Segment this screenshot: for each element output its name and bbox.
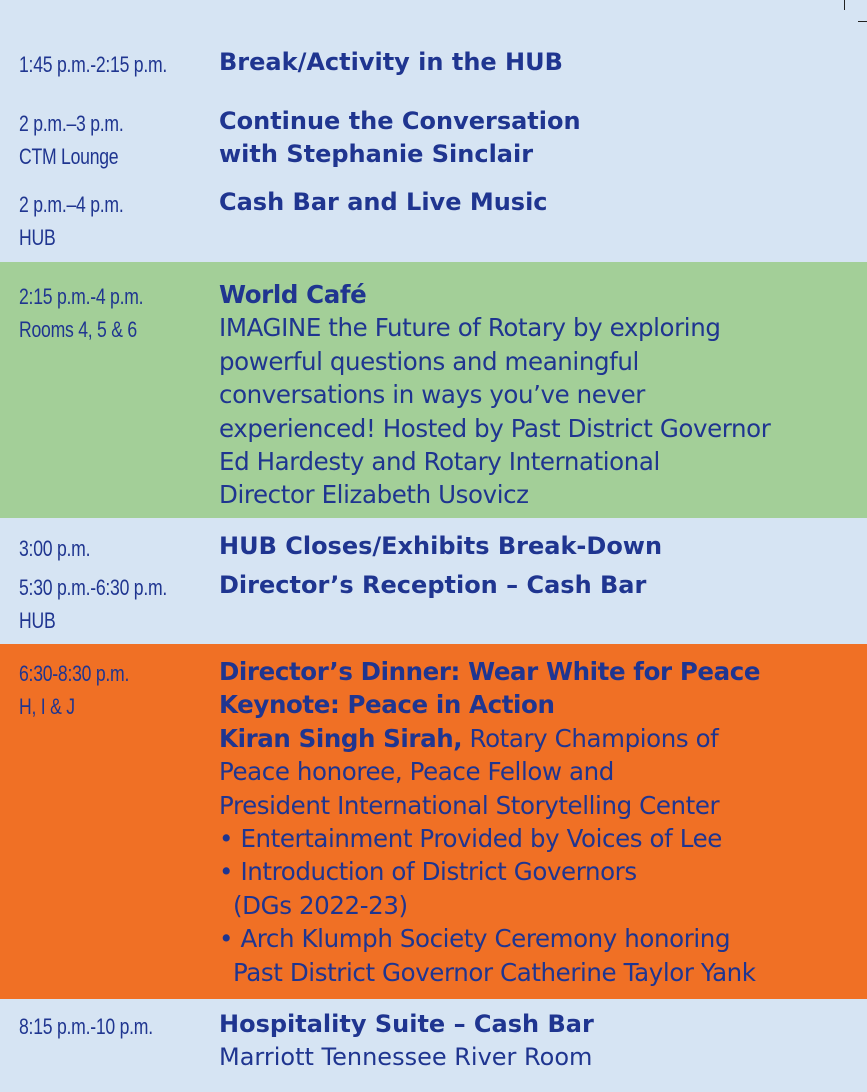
crop-mark bbox=[844, 0, 845, 10]
event-title: Keynote: Peace in Action bbox=[219, 690, 555, 720]
event-location-line: Marriott Tennessee River Room bbox=[219, 1043, 593, 1072]
schedule-entry bbox=[219, 46, 859, 79]
event-title: Director’s Reception – Cash Bar bbox=[219, 571, 647, 599]
event-title: Continue the Conversation bbox=[219, 107, 581, 135]
schedule-entry bbox=[219, 530, 859, 563]
event-description-line: Ed Hardesty and Rotary International bbox=[219, 447, 660, 477]
event-description-line: President International Storytelling Center bbox=[219, 790, 720, 820]
event-location: HUB bbox=[19, 225, 56, 250]
schedule-entry bbox=[219, 569, 859, 602]
schedule-entry bbox=[219, 186, 859, 219]
schedule-time: 8:15 p.m.-10 p.m. bbox=[19, 1014, 153, 1039]
event-description-line: powerful questions and meaningful bbox=[219, 346, 639, 376]
schedule-time: 2 p.m.–4 p.m. bbox=[19, 192, 124, 217]
schedule-time-block bbox=[19, 188, 123, 254]
schedule-entry bbox=[219, 1008, 859, 1075]
schedule-entry bbox=[219, 655, 859, 989]
schedule-time-block bbox=[19, 571, 167, 637]
schedule-time: 3:00 p.m. bbox=[19, 536, 91, 561]
speaker-line bbox=[219, 722, 859, 755]
speaker-honor: Rotary Champions of bbox=[462, 723, 719, 753]
event-description-line: experienced! Hosted by Past District Governor bbox=[219, 413, 771, 443]
schedule-time: 2 p.m.–3 p.m. bbox=[19, 111, 124, 136]
event-title: World Café bbox=[219, 280, 367, 309]
event-title: HUB Closes/Exhibits Break-Down bbox=[219, 532, 663, 560]
schedule-time-block bbox=[19, 107, 123, 173]
schedule-entry bbox=[219, 278, 859, 512]
schedule-time-block bbox=[19, 280, 143, 346]
event-bullet-continued: (DGs 2022-23) bbox=[233, 890, 408, 920]
schedule-time: 5:30 p.m.-6:30 p.m. bbox=[19, 575, 168, 600]
event-location: Rooms 4, 5 & 6 bbox=[19, 317, 137, 342]
event-title: Director’s Dinner: Wear White for Peace bbox=[219, 657, 761, 686]
event-title: Break/Activity in the HUB bbox=[219, 48, 563, 76]
schedule-time-block bbox=[19, 657, 129, 723]
event-title: Cash Bar and Live Music bbox=[219, 188, 548, 216]
crop-mark bbox=[858, 21, 867, 22]
schedule-entry bbox=[219, 105, 859, 172]
schedule-time: 1:45 p.m.-2:15 p.m. bbox=[19, 52, 168, 77]
event-title: Hospitality Suite – Cash Bar bbox=[219, 1010, 594, 1038]
event-description-line: IMAGINE the Future of Rotary by exploring bbox=[219, 313, 721, 343]
event-title: with Stephanie Sinclair bbox=[219, 140, 534, 169]
event-bullet: • Arch Klumph Society Ceremony honoring bbox=[219, 924, 731, 954]
event-bullet: • Entertainment Provided by Voices of Lee bbox=[219, 824, 722, 854]
event-bullet-continued: Past District Governor Catherine Taylor Yank bbox=[233, 957, 756, 987]
speaker-name: Kiran Singh Sirah, bbox=[219, 723, 463, 753]
event-location: HUB bbox=[19, 608, 56, 633]
schedule-time: 2:15 p.m.-4 p.m. bbox=[19, 284, 144, 309]
schedule-time: 6:30-8:30 p.m. bbox=[19, 661, 130, 686]
event-description-line: Director Elizabeth Usovicz bbox=[219, 480, 529, 510]
event-description-line: Peace honoree, Peace Fellow and bbox=[219, 757, 614, 787]
event-location: H, I & J bbox=[19, 694, 75, 719]
event-location: CTM Lounge bbox=[19, 144, 119, 169]
event-description-line: conversations in ways you’ve never bbox=[219, 380, 645, 410]
event-bullet: • Introduction of District Governors bbox=[219, 857, 637, 887]
